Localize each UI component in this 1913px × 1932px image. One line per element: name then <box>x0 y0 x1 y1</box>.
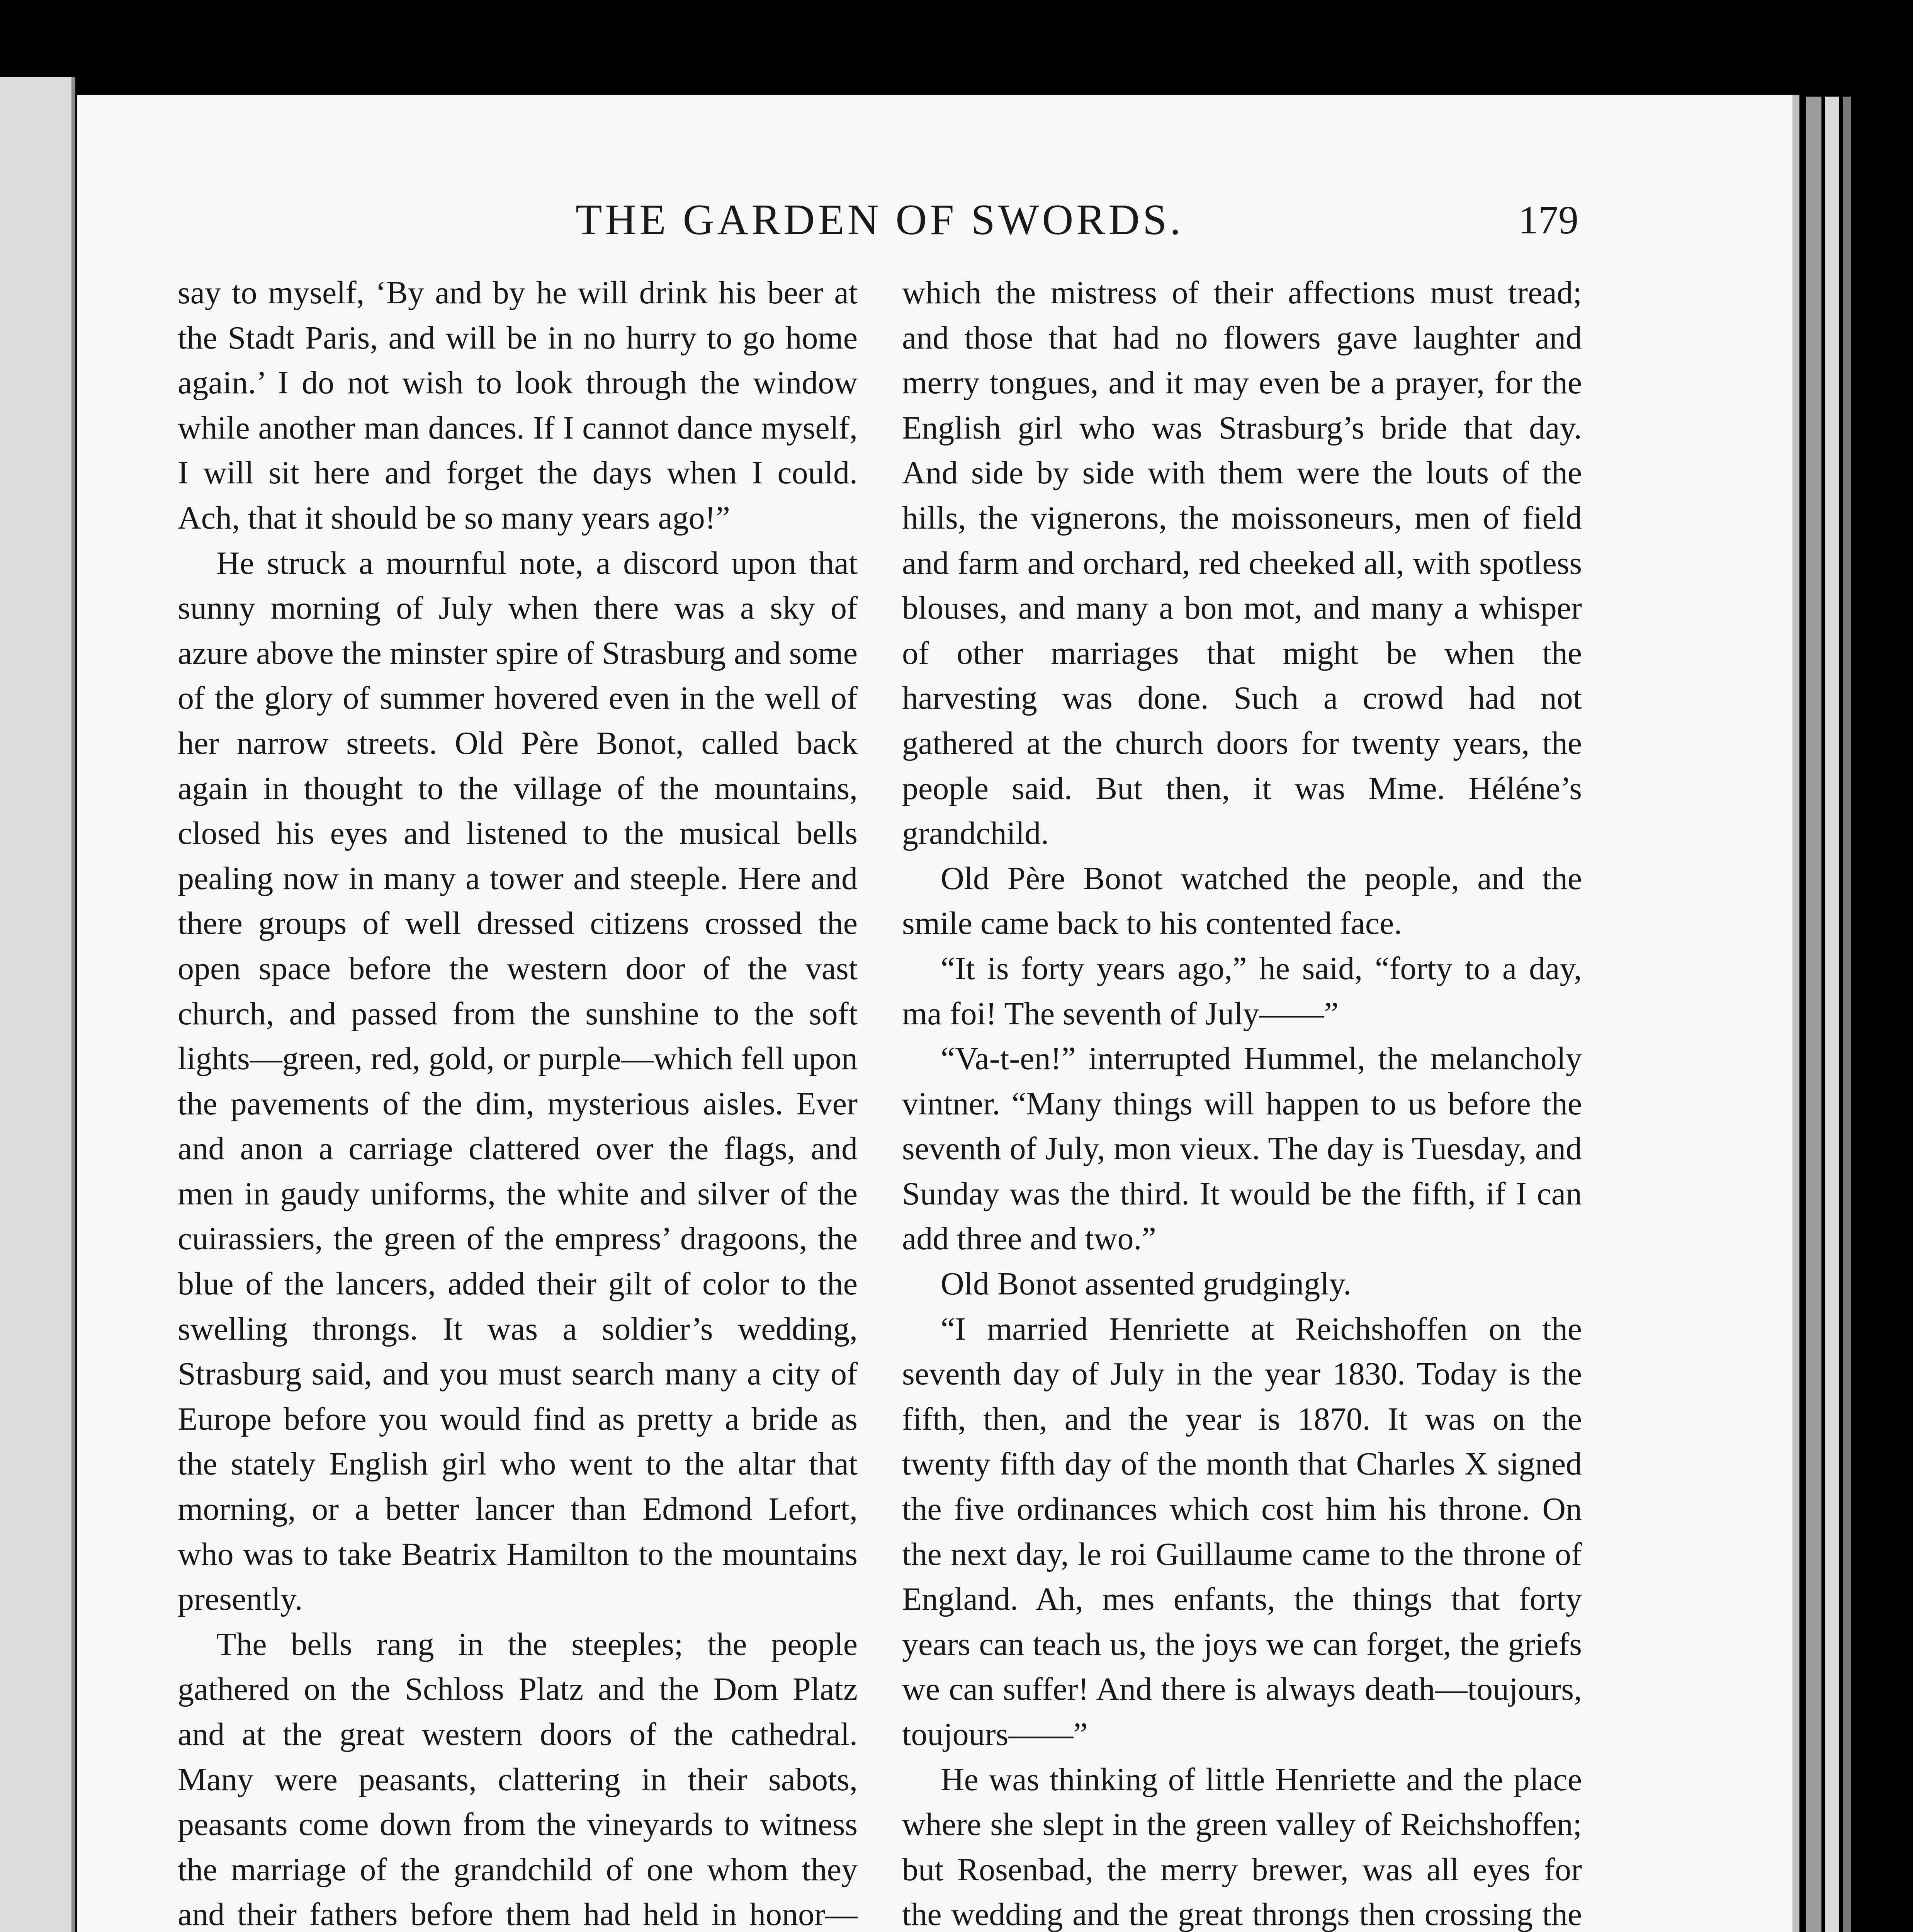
left-text-column <box>178 270 858 1932</box>
paragraph: “I married Henriette at Reichshoffen on the seventh day of July in the year 1830. Today is the fifth, then, and the year is 1870. It was on the twenty fifth day of the month that Charles X signed the five ordinances which cost him his throne. On the next day, le roi Guillaume came to the throne of England. Ah, mes enfants, the things that forty years can teach us, the joys we can forget, the griefs we can suffer! And there is always death—toujours, toujours——” <box>902 1311 1582 1752</box>
paragraph: say to myself, ‘By and by he will drink his beer at the Stadt Paris, and will be in no hurry to go home again.’ I do not wish to look through the window while another man dances. If I cannot dance myself, I will sit here and forget the days when I could. Ach, that it should be so many years ago!” <box>178 275 858 536</box>
page-edge-strip <box>1825 97 1839 1932</box>
paragraph: “Va-t-en!” interrupted Hummel, the melancholy vintner. “Many things will happen to us before the seventh of July, mon vieux. The day is Tuesday, and Sunday was the third. It would be the fifth, if I can add three and two.” <box>902 1041 1582 1257</box>
page-edge-strip <box>1806 97 1821 1932</box>
paragraph: Old Bonot assented grudgingly. <box>941 1266 1352 1302</box>
page-edge-strip <box>1843 97 1851 1932</box>
running-title: THE GARDEN OF SWORDS. <box>576 196 1184 244</box>
paragraph: He was thinking of little Henriette and the place where she slept in the green valley of Reichshoffen; but Rosenbad, the merry brewer, was all eyes for the wedding and the great throngs then crossing the <box>902 1761 1582 1932</box>
paragraph: “It is forty years ago,” he said, “forty to a day, ma foi! The seventh of July——” <box>902 950 1582 1032</box>
right-text-column <box>902 270 1582 1932</box>
paragraph: He struck a mournful note, a discord upon that sunny morning of July when there was a sky of azure above the minster spire of Strasburg and some of the glory of summer hovered even in the well of her narrow streets. Old Père Bonot, called back again in thought to the village of the mountains, closed his eyes and listened to the musical bells pealing now in many a tower and steeple. Here and there groups of well dressed citizens crossed the open space before the western door of the vast church, and passed from the sunshine to the soft lights—green, red, gold, or purple—which fell upon the pavements of the dim, mysterious aisles. Ever and anon a carriage clattered over the flags, and men in gaudy uniforms, the white and silver of the cuirassiers, the green of the empress’ dragoons, the blue of the lancers, added their gilt of color to the swelling throngs. It was a soldier’s wedding, Strasburg said, and you must search many a city of Europe before you would find as pretty a bride as the stately English girl who went to the altar that morning, or a better lancer than Edmond Lefort, who was to take Beatrix Hamilton to the mountains presently. <box>178 545 858 1617</box>
paragraph: which the mistress of their affections must tread; and those that had no flowers gave laughter and merry tongues, and it may even be a prayer, for the English girl who was Strasburg’s bride that day. And side by side with them were the louts of the hills, the vignerons, the moissoneurs, men of field and farm and orchard, red cheeked all, with spotless blouses, and many a bon mot, and many a whisper of other marriages that might be when the harvesting was done. Such a crowd had not gathered at the church doors for twenty years, the people said. But then, it was Mme. Héléne’s grandchild. <box>902 275 1582 852</box>
paragraph: The bells rang in the steeples; the people gathered on the Schloss Platz and the Dom Platz and at the great western doors of the cathedral. Many were peasants, clattering in their sabots, peasants come down from the vineyards to witness the marriage of the grandchild of one whom they and their fathers before them had held in honor— <box>178 1626 858 1932</box>
paragraph: Old Père Bonot watched the people, and the smile came back to his contented face. <box>902 860 1582 942</box>
facing-page-edge <box>0 77 75 1932</box>
page-number: 179 <box>1518 198 1578 242</box>
